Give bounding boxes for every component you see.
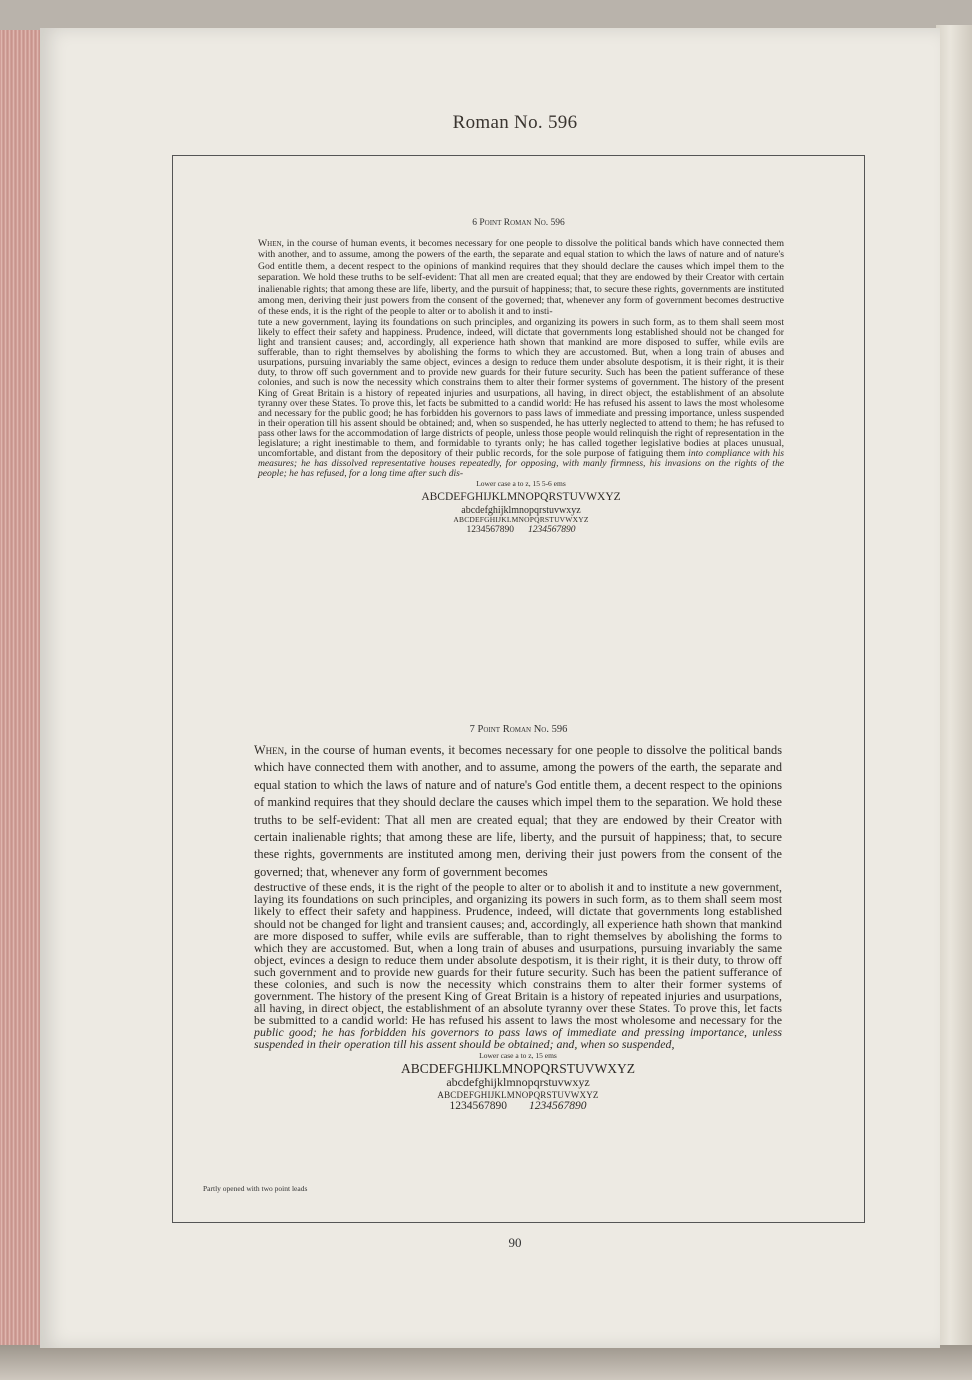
lowercase-note: Lower case a to z, 15 ems: [479, 1050, 557, 1060]
leading-footnote: Partly opened with two point leads: [203, 1184, 308, 1193]
lowercase-alphabet: abcdefghijklmnopqrstuvwxyz: [461, 504, 581, 516]
italic-figures: 1234567890: [529, 1100, 587, 1113]
set-text: destructive of these ends, it is the right of the people to alter or to abolish it and to institute a new government, laying its foundations on such principles, and organizing its powers in such form, as to them shall seem most likely to effect their safety and happiness. Prudence, indeed, will dictate that governments long established should not be changed for light and transient causes; and, accordingly, all experience hath shown that mankind are more disposed to suffer, while evils are sufferable, than to right themselves by abolishing the forms to which they are accustomed. But, when a long train of abuses and usurpations, pursuing invariably the same object, evinces a design to reduce them under absolute despotism, it is their right, it is their duty, to throw off such government and to provide new guards for their future security. Such has been the patient sufferance of these colonies, and such is now the necessity which constrains them to alter their former systems of government. The history of the present King of Great Britain is a history of repeated injuries and usurpations, all having, in direct object, the establishment of an absolute tyranny over these States. To prove this, let facts be submitted to a candid world: He has refused his assent to laws the most wholesome and necessary for the: [254, 880, 782, 1028]
italic-text: public good; he has forbidden his governors to pass laws of immediate and pressing importance, unless suspended in their operation till his assent should be obtained; and, when so suspended,: [254, 1025, 782, 1052]
next-page-edge: [936, 25, 972, 1355]
italic-figures: 1234567890: [528, 524, 576, 535]
italic-text: into compliance with his measures; he has dissolved representative houses repeatedly, for opposing, with manly firmness, his invasions on the rights of the people; he has refused, for a long time after such dis-: [258, 448, 785, 480]
figures: 1234567890: [466, 524, 514, 535]
solid-text: in the course of human events, it becomes necessary for one people to dissolve the political bands which have connected them with another, and to assume, among the powers of the earth, the separate and equal station to which the laws of nature and of nature's God entitle them, a decent respect to the opinions of mankind requires that they should declare the causes which impel them to the separation. We hold these truths to be self-evident: That all men are created equal; that they are endowed by their Creator with certain inalienable rights; that among these are life, liberty, and the pursuit of happiness; that, to secure these rights, governments are instituted among men, deriving their just powers from the consent of the governed; that, whenever any form of government becomes: [254, 743, 782, 879]
figures-row: [254, 1100, 782, 1113]
book-page-edges: [0, 30, 44, 1360]
figures: 1234567890: [449, 1100, 507, 1113]
specimen-heading-6pt: 6 Point Roman No. 596: [472, 218, 565, 228]
lead-word: When,: [254, 743, 288, 757]
specimen-heading-7pt: 7 Point Roman No. 596: [469, 724, 568, 735]
solid-paragraph: [254, 742, 782, 881]
lowercase-alphabet: abcdefghijklmnopqrstuvwxyz: [446, 1075, 590, 1090]
specimen-block-7pt: [254, 742, 782, 1113]
page-number: 90: [508, 1235, 522, 1250]
set-text: tute a new government, laying its foundations on such principles, and organizing its powers in such form, as to them shall seem most likely to effect their safety and happiness. Prudence, indeed, will dictate that governments long established should not be changed for light and transient causes; and, accordingly, all experience hath shown that mankind are more disposed to suffer, while evils are sufferable, than to right themselves by abolishing the forms to which they are accustomed. But, when a long train of abuses and usurpations, pursuing invariably the same object, evinces a design to reduce them under absolute despotism, it is their right, it is their duty, to throw off such government and to provide new guards for their future security. Such has been the patient sufferance of these colonies, and such is now the necessity which constrains them to alter their former systems of government. The history of the present King of Great Britain is a history of repeated injuries and usurpations, all having, in direct object, the establishment of an absolute tyranny over these States. To prove this, let facts be submitted to a candid world: He has refused his assent to laws the most wholesome and necessary for the public good; he has forbidden his governors to pass laws of immediate and pressing importance, unless suspended in their operation till his assent should be obtained; and, when so suspended, he has utterly neglected to attend to them; he has refused to pass other laws for the accommodation of large districts of people, unless those people would relinquish the right of representation in the legislature; a right inestimable to them, and formidable to tyrants only; he has called together legislative bodies at places unusual, uncomfortable, and distant from the depository of their public records, for the sole purpose of fatiguing them: [258, 316, 784, 460]
lowercase-note: Lower case a to z, 15 5-6 ems: [476, 479, 566, 489]
small-caps-alphabet: ABCDEFGHIJKLMNOPQRSTUVWXYZ: [437, 1089, 599, 1100]
solid-text: in the course of human events, it becomes necessary for one people to dissolve the political bands which have connected them with another, and to assume, among the powers of the earth, the separate and equal station to which the laws of nature and of nature's God entitle them, a decent respect to the opinions of mankind requires that they should declare the causes which impel them to the separation. We hold these truths to be self-evident: That all men are created equal; that they are endowed by their Creator with certain inalienable rights; that among these are life, liberty, and the pursuit of happiness; that, to secure these rights, governments are instituted among men, deriving their just powers from the consent of the governed; that, whenever any form of government becomes destructive of these ends, it is the right of the people to alter or to abolish it and to insti-: [258, 238, 784, 318]
caps-alphabet: ABCDEFGHIJKLMNOPQRSTUVWXYZ: [421, 491, 621, 504]
page-title: Roman No. 596: [452, 112, 578, 133]
book-bottom-shadow: [0, 1345, 972, 1380]
figures-row: [258, 525, 784, 536]
set-paragraph: [254, 881, 782, 1050]
small-caps-alphabet: ABCDEFGHIJKLMNOPQRSTUVWXYZ: [453, 515, 589, 525]
solid-paragraph: [258, 238, 784, 318]
specimen-block-6pt: [258, 238, 784, 536]
set-paragraph: [258, 318, 784, 480]
caps-alphabet: ABCDEFGHIJKLMNOPQRSTUVWXYZ: [400, 1060, 635, 1076]
lead-word: When,: [258, 238, 284, 249]
